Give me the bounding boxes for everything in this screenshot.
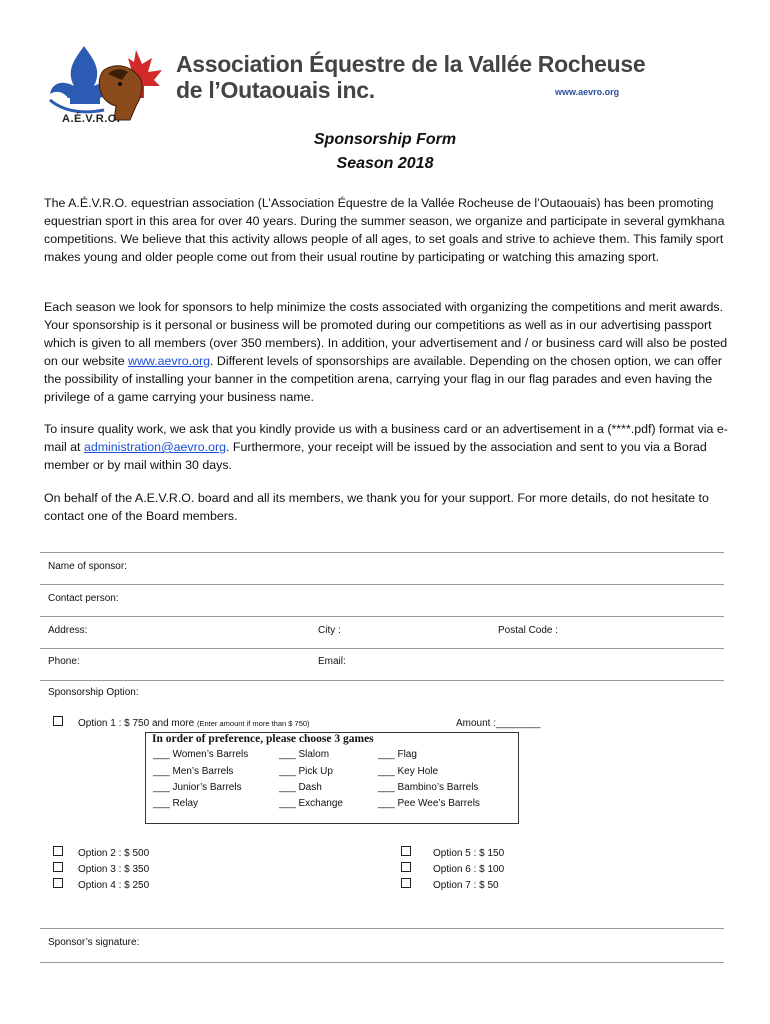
phone-field[interactable]: Phone: <box>48 656 80 667</box>
sponsorship-option-label: Sponsorship Option: <box>48 687 139 698</box>
game-choice[interactable]: ___ Pick Up <box>279 766 333 777</box>
games-heading: In order of preference, please choose 3 games <box>152 733 374 745</box>
sponsorship-text-end: . Different levels of sponsorships are available. Depending on the chosen option, we can offer the possibility of installing your banner in the competition arena, carrying your flag in our flag parades and even having the privilege of a game carrying your business name. <box>44 354 722 404</box>
email-link[interactable]: administration@aevro.org <box>83 440 226 454</box>
form-rule-top <box>40 552 724 553</box>
form-rule <box>40 616 724 617</box>
option-7-checkbox[interactable] <box>401 878 411 888</box>
website-link[interactable]: www.aevro.org <box>128 354 210 368</box>
form-season: Season 2018 <box>336 155 434 172</box>
contact-person-field[interactable]: Contact person: <box>48 593 119 604</box>
submission-text-end: . Furthermore, your receipt will be issued by the association and sent to you via a Borad member or by mail within 30 days. <box>44 440 707 472</box>
option-5-checkbox[interactable] <box>401 846 411 856</box>
game-choice[interactable]: ___ Key Hole <box>378 766 439 777</box>
game-choice[interactable]: ___ Relay <box>153 798 199 809</box>
postal-code-field[interactable]: Postal Code : <box>498 625 559 636</box>
header-website: www.aevro.org <box>555 87 620 97</box>
option-5-label: Option 5 : $ 150 <box>433 848 505 859</box>
intro-paragraph: The A.É.V.R.O. equestrian association (L’Association Équestre de la Vallée Rocheuse de l’Outaouais) has been promoting equestrian sport in this area for over 40 years. During the summer season, we organize and participate in several gymkhana competitions. We believe that this activity allows people of all ages, to set goals and strive to achieve them. This family sport makes young and older people come out from their usual routine by participating or watching this amazing sport. <box>44 196 725 264</box>
form-title: Sponsorship Form <box>313 131 457 148</box>
form-rule <box>40 648 724 649</box>
option-1-text: Option 1 : $ 750 and more <box>78 718 195 729</box>
form-rule <box>40 584 724 585</box>
organization-name-line2: de l’Outaouais inc. <box>176 77 375 103</box>
submission-paragraph <box>44 420 728 474</box>
sponsor-signature-field[interactable]: Sponsor’s signature: <box>48 937 140 948</box>
logo-acronym: A.É.V.R.O. <box>62 113 121 125</box>
game-choice[interactable]: ___ Exchange <box>279 798 343 809</box>
submission-text-start: To insure quality work, we ask that you kindly provide us with a business card or an advertisement in a (****.pdf) format via e-mail at <box>44 422 728 454</box>
option-3-checkbox[interactable] <box>53 862 63 872</box>
games-selection-box <box>145 732 519 824</box>
form-rule-bottom <box>40 962 724 963</box>
option-6-checkbox[interactable] <box>401 862 411 872</box>
game-choice[interactable]: ___ Women’s Barrels <box>153 749 249 760</box>
option-1-checkbox[interactable] <box>53 716 63 726</box>
option-6-label: Option 6 : $ 100 <box>433 864 505 875</box>
option-7-label: Option 7 : $ 50 <box>433 880 499 891</box>
game-choice[interactable]: ___ Flag <box>378 749 417 760</box>
option-2-label: Option 2 : $ 500 <box>78 848 150 859</box>
email-field[interactable]: Email: <box>318 656 346 667</box>
game-choice[interactable]: ___ Slalom <box>279 749 330 760</box>
game-choice[interactable]: ___ Dash <box>279 782 322 793</box>
game-choice[interactable]: ___ Pee Wee’s Barrels <box>378 798 480 809</box>
city-field[interactable]: City : <box>318 625 341 636</box>
game-choice[interactable]: ___ Men’s Barrels <box>153 766 234 777</box>
organization-name-line1: Association Équestre de la Vallée Rocheuse <box>176 51 646 77</box>
game-choice[interactable]: ___ Junior’s Barrels <box>153 782 242 793</box>
option-1-note: (Enter amount if more than $ 750) <box>196 719 310 728</box>
sponsorship-text-start: Each season we look for sponsors to help minimize the costs associated with organizing the competitions and merit awards. Your sponsorship is it personal or business will be promoted during our competitions as well as in our advertising passport which is given to all members (over 350 members). In addition, your advertisement and / or business card will also be posted on our website <box>44 300 728 368</box>
option-4-checkbox[interactable] <box>53 878 63 888</box>
option-1-label <box>78 718 310 729</box>
form-rule <box>40 680 724 681</box>
option-3-label: Option 3 : $ 350 <box>78 864 150 875</box>
option-2-checkbox[interactable] <box>53 846 63 856</box>
thanks-paragraph: On behalf of the A.E.V.R.O. board and all its members, we thank you for your support. For more details, do not hesitate to contact one of the Board members. <box>44 491 709 523</box>
form-rule <box>40 928 724 929</box>
sponsorship-paragraph <box>44 298 728 406</box>
game-choice[interactable]: ___ Bambino’s Barrels <box>378 782 479 793</box>
sponsor-name-field[interactable]: Name of sponsor: <box>48 561 127 572</box>
address-field[interactable]: Address: <box>48 625 88 636</box>
option-4-label: Option 4 : $ 250 <box>78 880 150 891</box>
amount-field[interactable]: Amount :________ <box>456 718 541 729</box>
